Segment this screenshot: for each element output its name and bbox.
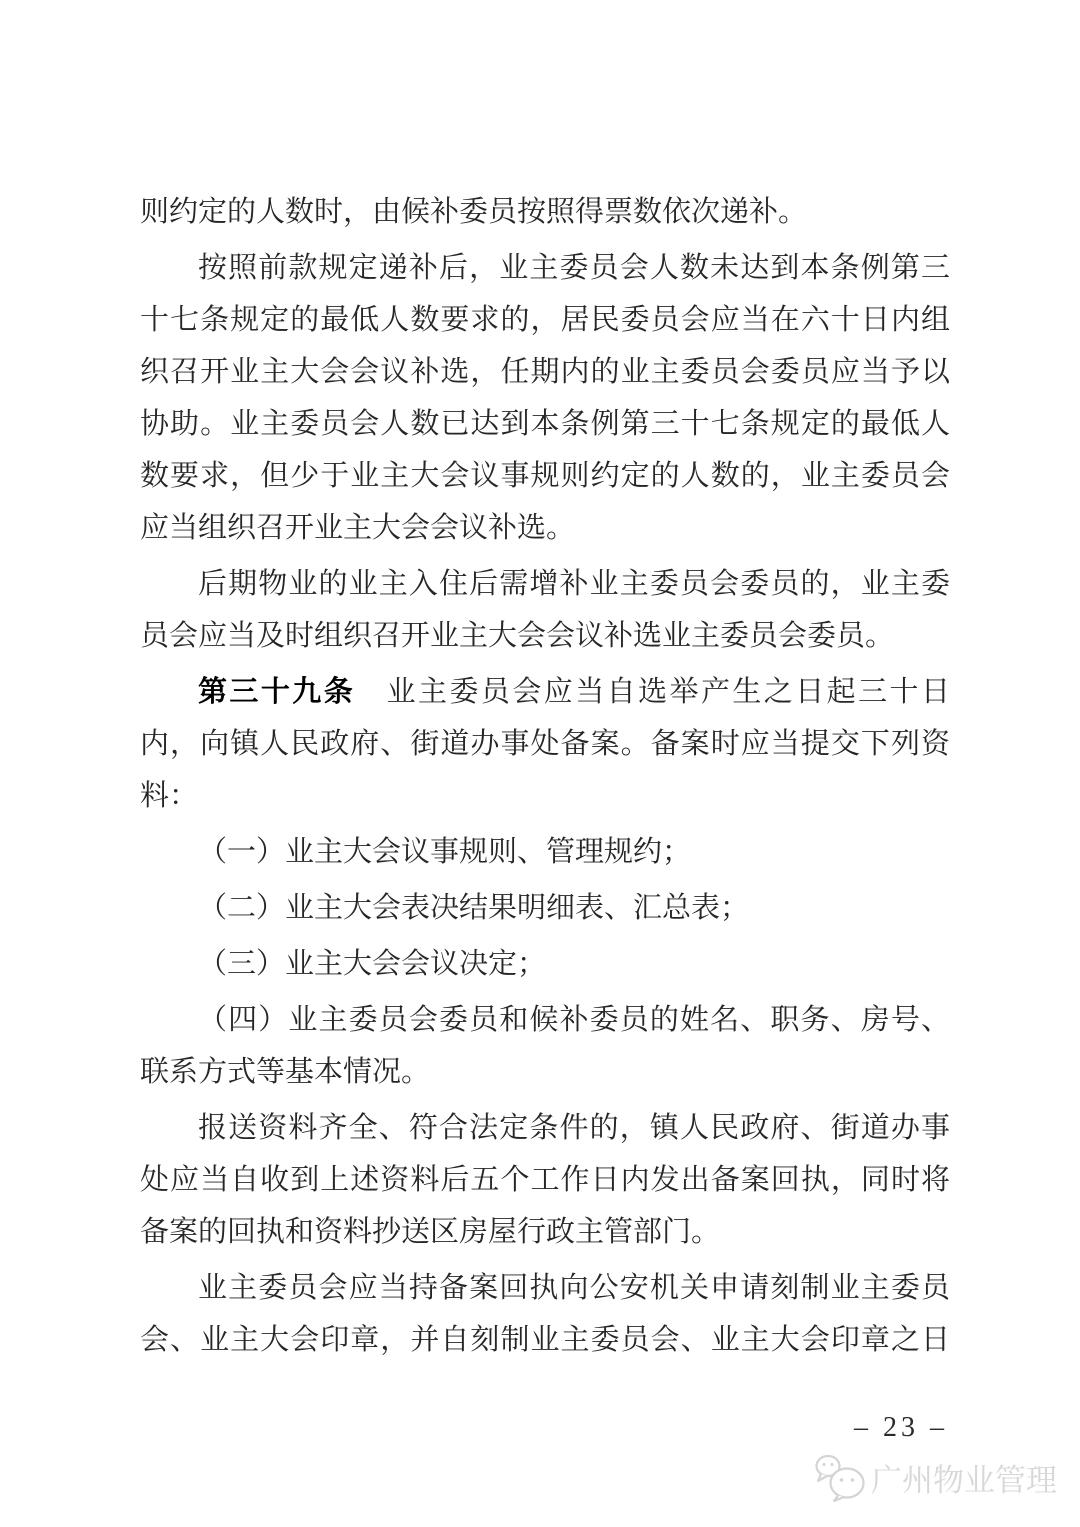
text-line: 员会应当及时组织召开业主大会会议补选业主委员会委员。 xyxy=(140,620,895,652)
text-line: 内，向镇人民政府、街道办事处备案。备案时应当提交下列资 xyxy=(140,728,950,760)
list-item-line: （一）业主大会议事规则、管理规约； xyxy=(198,836,692,868)
text-line: 处应当自收到上述资料后五个工作日内发出备案回执，同时将 xyxy=(140,1164,950,1196)
text-line: 十七条规定的最低人数要求的，居民委员会应当在六十日内组 xyxy=(140,304,950,336)
list-item-line: （四）业主委员会委员和候补委员的姓名、职务、房号、 xyxy=(198,1004,950,1036)
text-line: 后期物业的业主入住后需增补业主委员会委员的，业主委 xyxy=(198,568,950,600)
text-line: 应当组织召开业主大会会议补选。 xyxy=(140,512,576,544)
text-line: 织召开业主大会会议补选，任期内的业主委员会委员应当予以 xyxy=(140,356,950,388)
watermark xyxy=(814,1452,1057,1502)
text-line: 业主委员会应当自选举产生之日起三十日 xyxy=(355,676,950,708)
text-line: 按照前款规定递补后，业主委员会人数未达到本条例第三 xyxy=(198,252,950,284)
text-line: 数要求，但少于业主大会议事规则约定的人数的，业主委员会 xyxy=(140,460,950,492)
text-line: 协助。业主委员会人数已达到本条例第三十七条规定的最低人 xyxy=(140,408,950,440)
document-body xyxy=(140,186,950,1366)
text-line: 则约定的人数时，由候补委员按照得票数依次递补。 xyxy=(140,196,808,228)
article-number: 第三十九条 xyxy=(198,676,356,708)
text-line: 联系方式等基本情况。 xyxy=(140,1056,431,1088)
text-line: 备案的回执和资料抄送区房屋行政主管部门。 xyxy=(140,1216,721,1248)
text-line: 料： xyxy=(140,780,199,812)
watermark-text: 广州物业管理 xyxy=(871,1462,1057,1498)
page-number: – 23 – xyxy=(854,1412,948,1443)
text-line: 报送资料齐全、符合法定条件的，镇人民政府、街道办事 xyxy=(198,1112,950,1144)
text-line: 会、业主大会印章，并自刻制业主委员会、业主大会印章之日 xyxy=(140,1324,950,1356)
article-heading-line xyxy=(140,666,950,718)
text-line: 业主委员会应当持备案回执向公安机关申请刻制业主委员 xyxy=(198,1272,950,1304)
list-item-line: （三）业主大会会议决定； xyxy=(198,948,547,980)
wechat-logo-icon xyxy=(814,1452,866,1502)
list-item-line: （二）业主大会表决结果明细表、汇总表； xyxy=(198,892,750,924)
